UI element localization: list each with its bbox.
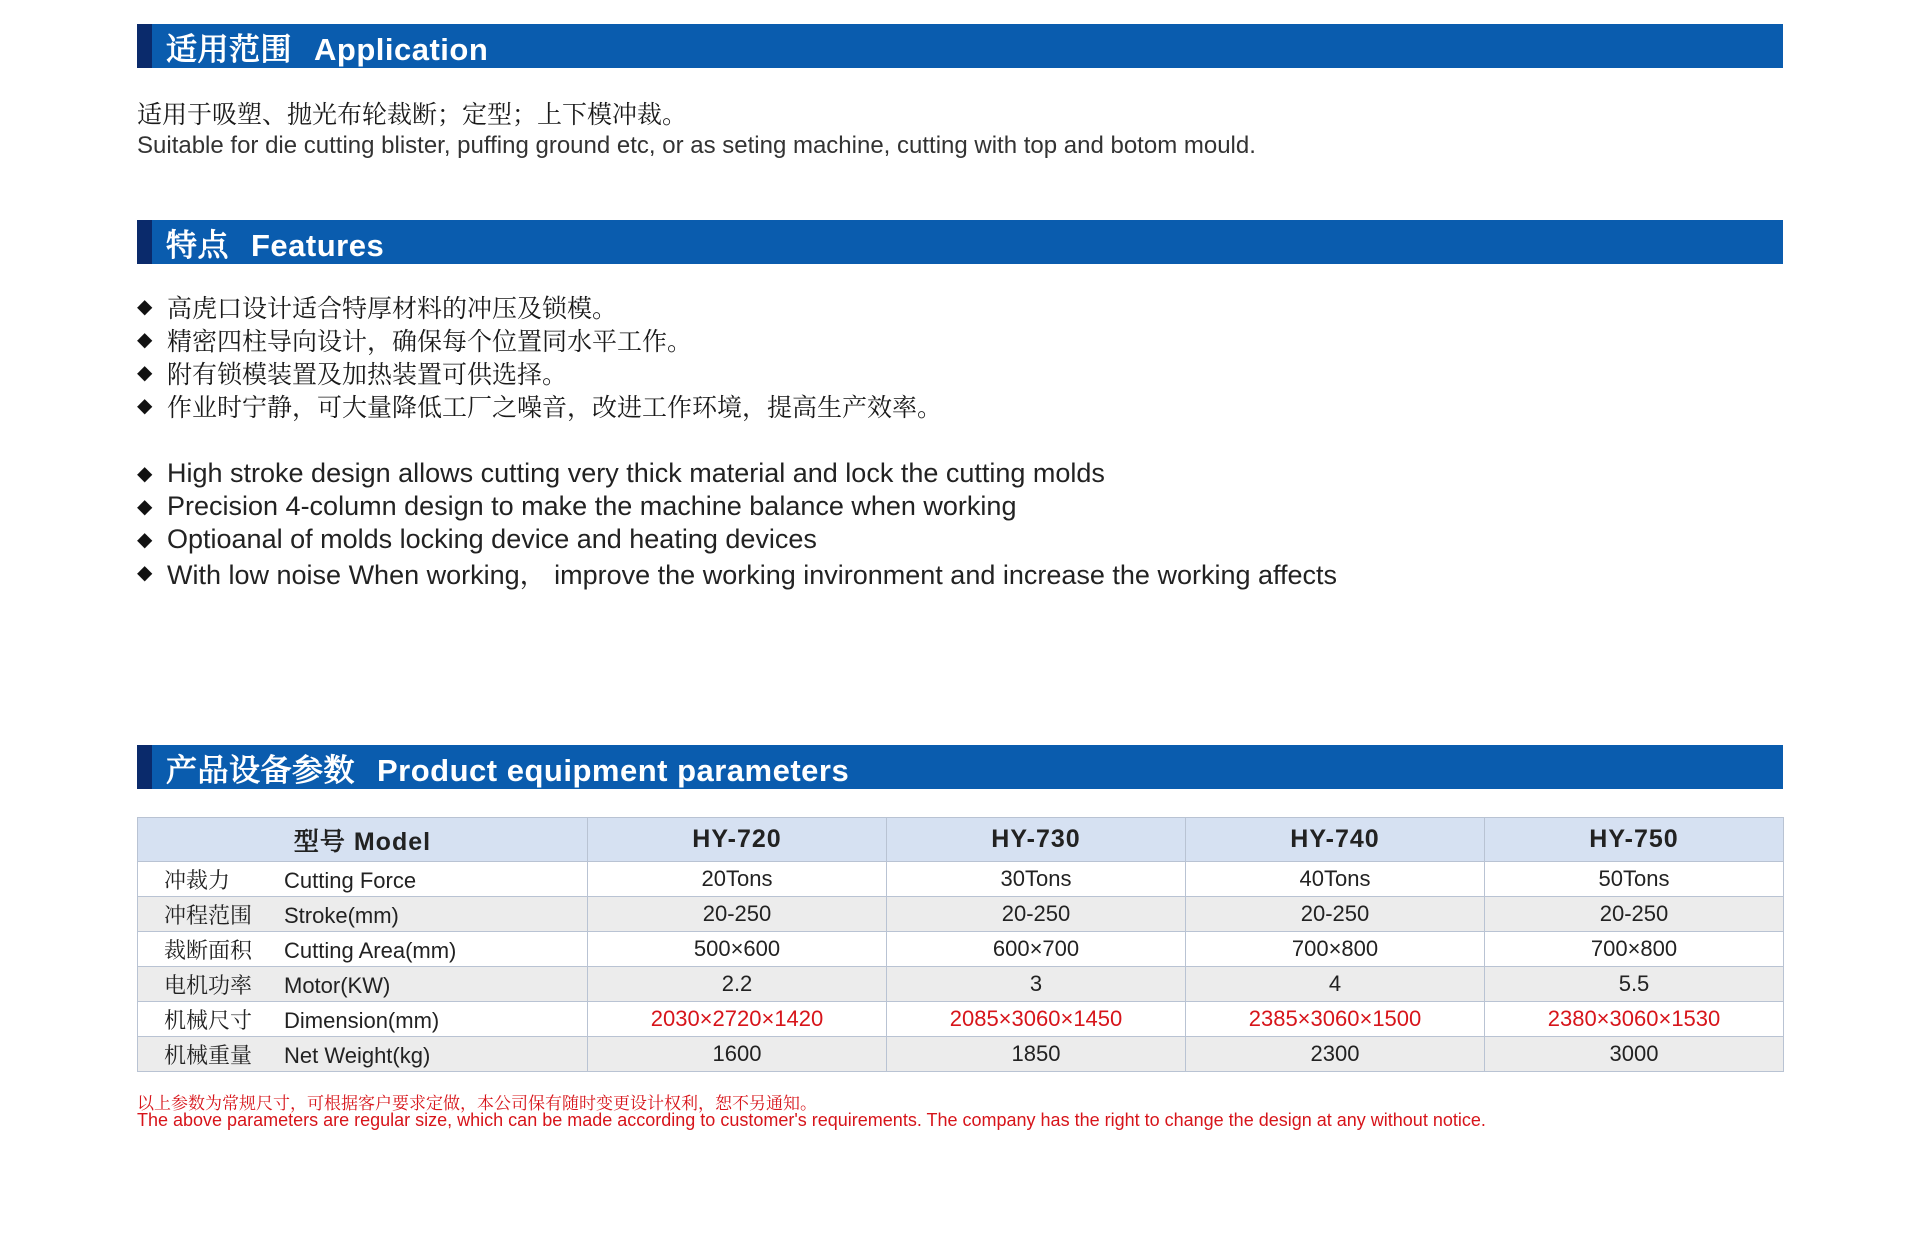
table-cell: 2.2 xyxy=(588,967,887,1002)
model-header: HY-740 xyxy=(1186,818,1485,862)
dimension-cell: 2380×3060×1530 xyxy=(1485,1002,1784,1037)
table-cell: 2300 xyxy=(1186,1037,1485,1072)
feature-item-zh xyxy=(137,323,942,356)
application-header-bar xyxy=(137,24,1783,68)
row-label-en: Cutting Area(mm) xyxy=(284,937,457,963)
table-cell: 1600 xyxy=(588,1037,887,1072)
diamond-bullet-icon: ◆ xyxy=(137,562,153,584)
table-cell: 40Tons xyxy=(1186,862,1485,897)
table-cell: 1850 xyxy=(887,1037,1186,1072)
row-label-zh: 冲裁力 xyxy=(164,867,231,893)
row-label-en: Stroke(mm) xyxy=(284,902,399,928)
row-label-zh: 电机功率 xyxy=(164,972,253,998)
application-title-zh: 适用范围 xyxy=(166,31,292,67)
feature-item-en xyxy=(137,457,1337,490)
feature-item-zh xyxy=(137,290,942,323)
feature-text-en: Precision 4-column design to make the machine balance when working xyxy=(167,491,1017,521)
table-cell: 5.5 xyxy=(1485,967,1784,1002)
table-cell: 20-250 xyxy=(588,897,887,932)
table-cell: 3 xyxy=(887,967,1186,1002)
model-header: HY-730 xyxy=(887,818,1186,862)
feature-text-zh: 附有锁模装置及加热装置可供选择。 xyxy=(167,360,568,389)
feature-text-en: Optioanal of molds locking device and heating devices xyxy=(167,524,817,554)
table-cell: 700×800 xyxy=(1485,932,1784,967)
diamond-bullet-icon: ◆ xyxy=(137,296,153,318)
row-label-zh: 机械尺寸 xyxy=(164,1007,253,1033)
feature-item-zh xyxy=(137,389,942,422)
diamond-bullet-icon: ◆ xyxy=(137,362,153,384)
parameters-header-bar xyxy=(137,745,1783,789)
table-cell: 600×700 xyxy=(887,932,1186,967)
table-row xyxy=(138,897,1784,932)
row-label-zh: 裁断面积 xyxy=(164,937,253,963)
dimension-cell: 2030×2720×1420 xyxy=(588,1002,887,1037)
parameters-note-zh: 以上参数为常规尺寸，可根据客户要求定做，本公司保有随时变更设计权利，恕不另通知。 xyxy=(137,1094,817,1113)
row-label xyxy=(138,862,588,897)
table-cell: 50Tons xyxy=(1485,862,1784,897)
parameters-table xyxy=(137,817,1784,1072)
table-cell: 20-250 xyxy=(1485,897,1784,932)
features-title-zh: 特点 xyxy=(166,227,229,263)
row-label-zh: 机械重量 xyxy=(164,1042,253,1068)
table-cell: 3000 xyxy=(1485,1037,1784,1072)
row-label xyxy=(138,932,588,967)
feature-text-zh: 高虎口设计适合特厚材料的冲压及锁模。 xyxy=(167,294,618,323)
table-header-row xyxy=(138,818,1784,862)
table-cell: 20-250 xyxy=(887,897,1186,932)
features-list-zh xyxy=(137,290,942,422)
dimension-cell: 2385×3060×1500 xyxy=(1186,1002,1485,1037)
model-header: HY-750 xyxy=(1485,818,1784,862)
row-label xyxy=(138,897,588,932)
features-list-en xyxy=(137,457,1337,589)
parameters-title xyxy=(166,745,849,790)
diamond-bullet-icon: ◆ xyxy=(137,496,153,518)
table-row xyxy=(138,1002,1784,1037)
table-cell: 30Tons xyxy=(887,862,1186,897)
feature-text-en: With low noise When working， improve the working invironment and increase the working affects xyxy=(167,560,1338,590)
row-label-en: Net Weight(kg) xyxy=(284,1042,431,1068)
table-cell: 20Tons xyxy=(588,862,887,897)
feature-item-en xyxy=(137,556,1337,589)
table-cell: 4 xyxy=(1186,967,1485,1002)
diamond-bullet-icon: ◆ xyxy=(137,463,153,485)
feature-text-zh: 作业时宁静，可大量降低工厂之噪音，改进工作环境，提高生产效率。 xyxy=(167,393,943,422)
table-cell: 20-250 xyxy=(1186,897,1485,932)
row-label-en: Cutting Force xyxy=(284,867,417,893)
table-row xyxy=(138,1037,1784,1072)
feature-item-zh xyxy=(137,356,942,389)
feature-item-en xyxy=(137,523,1337,556)
diamond-bullet-icon: ◆ xyxy=(137,395,153,417)
features-title-en: Features xyxy=(251,227,385,263)
row-label-en: Dimension(mm) xyxy=(284,1007,440,1033)
parameters-title-zh: 产品设备参数 xyxy=(166,752,355,788)
table-row xyxy=(138,967,1784,1002)
table-row xyxy=(138,862,1784,897)
table-cell: 700×800 xyxy=(1186,932,1485,967)
features-title xyxy=(166,220,384,265)
row-label-en: Motor(KW) xyxy=(284,972,391,998)
dimension-cell: 2085×3060×1450 xyxy=(887,1002,1186,1037)
parameters-note-en: The above parameters are regular size, which can be made according to customer's requirements. The company has the right to change the design at any without notice. xyxy=(137,1110,1486,1130)
table-cell: 500×600 xyxy=(588,932,887,967)
table-row xyxy=(138,932,1784,967)
application-title-en: Application xyxy=(314,31,489,67)
application-text-zh: 适用于吸塑、抛光布轮裁断；定型；上下模冲裁。 xyxy=(137,101,688,129)
row-label xyxy=(138,1037,588,1072)
header-accent xyxy=(137,24,152,68)
feature-item-en xyxy=(137,490,1337,523)
header-accent xyxy=(137,745,152,789)
diamond-bullet-icon: ◆ xyxy=(137,329,153,351)
feature-text-zh: 精密四柱导向设计，确保每个位置同水平工作。 xyxy=(167,327,693,356)
row-label-zh: 冲程范围 xyxy=(164,902,253,928)
row-label xyxy=(138,967,588,1002)
application-text-en: Suitable for die cutting blister, puffing ground etc, or as seting machine, cutting with top and botom mould. xyxy=(137,132,1256,159)
model-header-label: 型号 Model xyxy=(138,818,588,862)
feature-text-en: High stroke design allows cutting very thick material and lock the cutting molds xyxy=(167,458,1105,488)
header-accent xyxy=(137,220,152,264)
application-title xyxy=(166,24,488,69)
row-label xyxy=(138,1002,588,1037)
model-header: HY-720 xyxy=(588,818,887,862)
features-header-bar xyxy=(137,220,1783,264)
parameters-title-en: Product equipment parameters xyxy=(377,752,850,788)
diamond-bullet-icon: ◆ xyxy=(137,529,153,551)
